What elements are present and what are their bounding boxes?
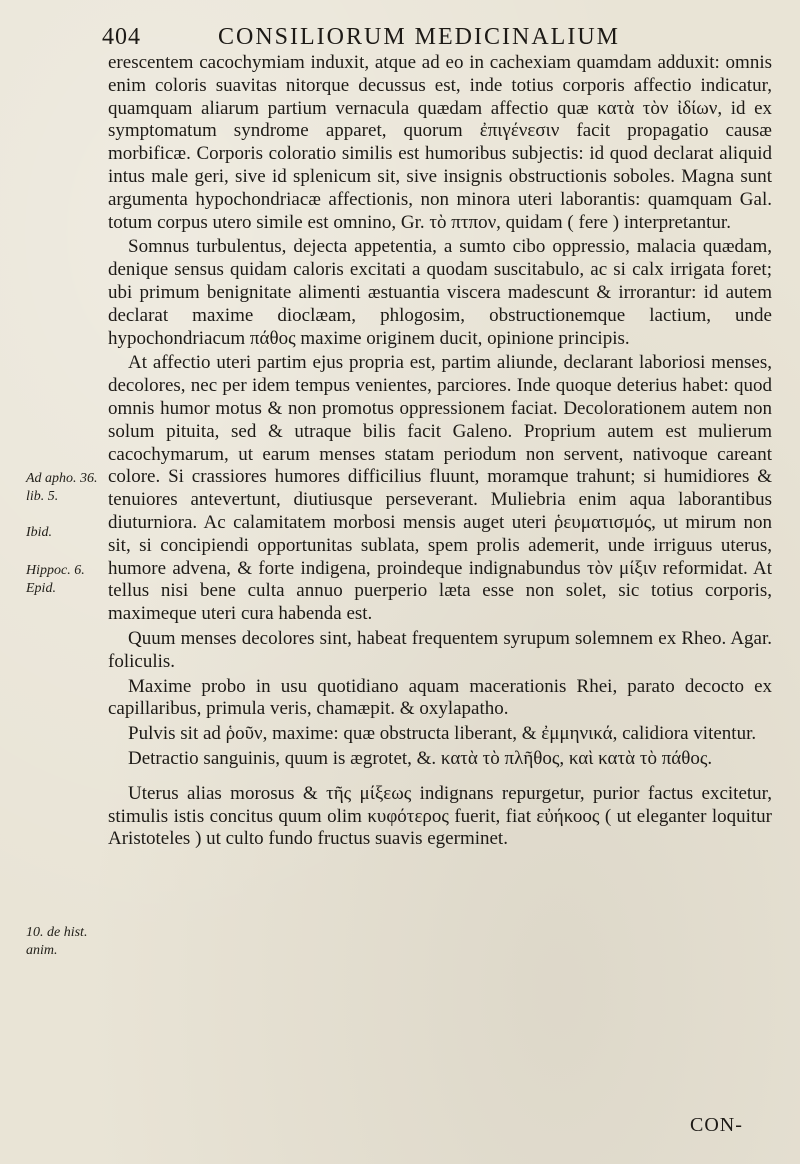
page-number: 404 [102,24,141,50]
margin-note-hist-anim: 10. de hist. anim. [26,925,88,958]
paragraph-cachexia: erescentem cacochymiam induxit, atque ad eo in cachexiam quamdam adduxit: omnis enim coloris suavitas nitorque decussus est, inde totius corporis affectio indicatur, quamquam aliarum partium vernacula quædam affectio quæ κατὰ τὸν ἰδίων, id ex symptomatum syndrome apparet, quorum ἐπιγένεσιν facit propagatio causæ morbificæ. Corporis coloratio similis est humoribus subjectis: id quod declarat aliquid intus male geri, sive id splenicum sit, sive insignis obstructionis soboles. Magna sunt argumenta hypochondriacæ affectionis, non minora uteri laborantis: quamquam Gal. totum corpus utero simile est omnino, Gr. τὸ πτπον, quidam ( fere ) interpretantur. [108,52,772,233]
paragraph-affectio-uteri: At affectio uteri partim ejus propria est, partim aliunde, declarant laboriosi menses, decolores, nec per idem tempus venientes, parciores. Inde quoque deterius habet: quod omnis humor motus & non promotus oppressionem faciat. Decolorationem autem non solum pituita, sed & utraque bilis facit Galeno. Proprium autem est mulierum cacochymarum, ut earum menses statam periodum non servent, nativoque careant colore. Si crassiores humores difficilius fluunt, moramque trahunt; si humidiores & tenuiores antevertunt, diutiusque perseverant. Muliebria enim aqua laborantibus diuturniora. Ac calamitatem morbosi mensis auget uteri ῥευματισμός, ut mirum non sit, si concipiendi opportunitas sublata, spem prolis ademerit, unde irriguus uterus, humore advena, & forte indigena, proindeque indignabundus τὸν μίξιν reformidat. At tellus nisi bene culta annuo puerperio læta esse non solet, sic totius corporis, maximeque uteri cura habenda est. [108,352,772,625]
catchword: CON- [690,1114,743,1136]
paragraph-pulvis: Pulvis sit ad ῥοῦν, maxime: quæ obstructa liberant, & ἐμμηνικά, calidiora vitentur. [128,723,757,745]
margin-note-ibid: Ibid. [26,525,53,540]
paragraph-macerationis: Maxime probo in usu quotidiano aquam macerationis Rhei, parato decocto ex capillaribus, primula veris, chamæpit. & oxylapatho. [108,675,772,720]
paragraph-syrupus: Quum menses decolores sint, habeat frequentem syrupum solemnem ex Rheo. Agar. foliculis. [108,627,772,672]
margin-note-hippoc: Hippoc. 6. Epid. [26,563,85,596]
paragraph-detractio: Detractio sanguinis, quum is ægrotet, &. κατὰ τὸ πλῆθος, καὶ κατὰ τὸ πάθος. [128,747,713,769]
paragraph-uterus: Uterus alias morosus & τῆς μίξεως indignans repurgetur, purior factus excitetur, stimulis istis concitus quum olim κυφότερος fuerit, fiat εὐήκοος ( ut eleganter loquitur Aristoteles ) ut culto fundo fructus suavis egerminet. [108,782,772,850]
paragraph-somnus: Somnus turbulentus, dejecta appetentia, a sumto cibo oppressio, malacia quædam, denique sensus quidam caloris excitati a quodam suscitabulo, ac si calx irrigata foret; ubi primum benignitate alimenti æstuantia viscera madescunt & irrorantur: id autem declarat maxime dioclæam, phlogosim, obstructionemque lactium, unde hypochondriacum πάθος maxime originem ducit, opinione principis. [108,236,772,349]
margin-note-apho: Ad apho. 36. lib. 5. [26,471,98,504]
main-text-block [108,52,772,853]
running-title: CONSILIORUM MEDICINALIUM [218,24,620,50]
show-through-ghost-text [150,1000,770,1090]
